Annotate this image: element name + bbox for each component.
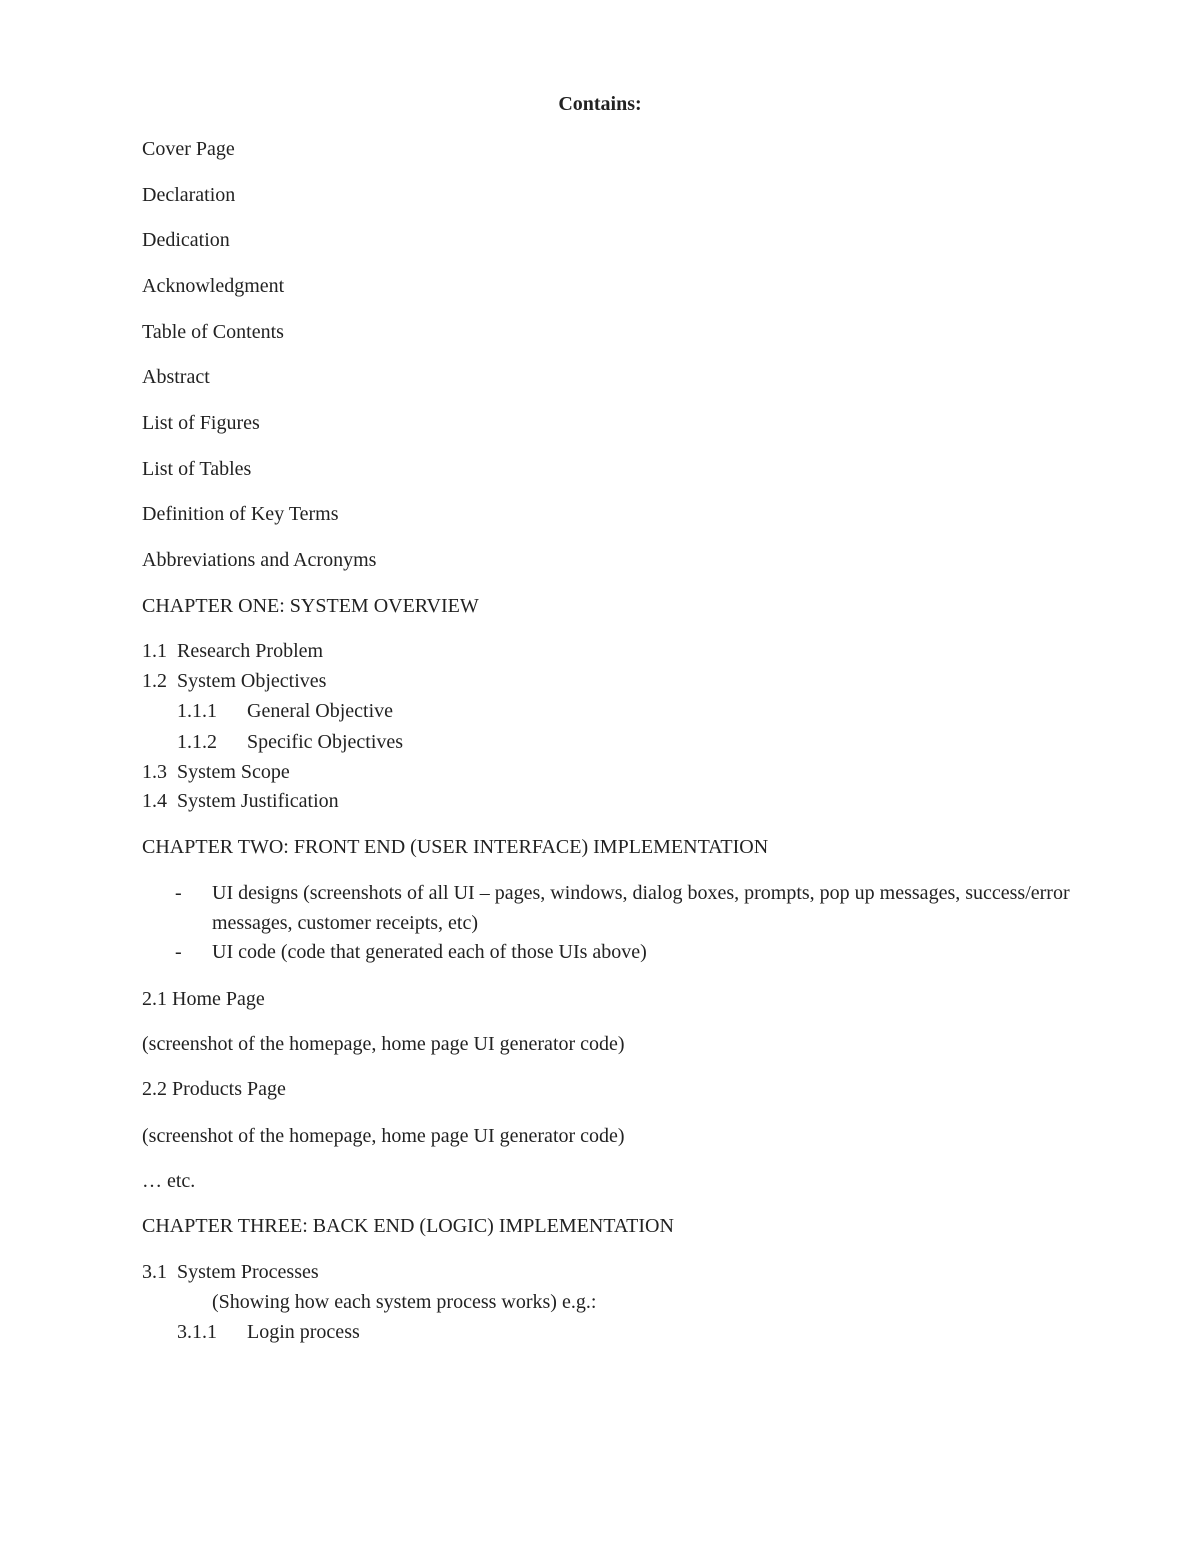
front-matter-item: Dedication xyxy=(142,229,230,251)
chapter-one-heading: CHAPTER ONE: SYSTEM OVERVIEW xyxy=(142,595,479,617)
chapter-three-heading: CHAPTER THREE: BACK END (LOGIC) IMPLEMENTATION xyxy=(142,1215,674,1237)
section-heading: 2.2 Products Page xyxy=(142,1078,286,1100)
front-matter-item: Abbreviations and Acronyms xyxy=(142,549,377,571)
document-title: Contains: xyxy=(558,93,642,115)
section-title: System Scope xyxy=(177,761,290,783)
chapter-two-heading: CHAPTER TWO: FRONT END (USER INTERFACE) IMPLEMENTATION xyxy=(142,836,769,858)
section-number: 1.4 xyxy=(142,790,167,812)
section-title: System Justification xyxy=(177,790,339,812)
subsection-title: Login process xyxy=(247,1321,360,1343)
section-number: 1.3 xyxy=(142,761,167,783)
subsection-title: Specific Objectives xyxy=(247,731,404,753)
subsection-title: General Objective xyxy=(247,700,394,722)
front-matter-item: Abstract xyxy=(142,366,210,388)
bullet-text: UI designs (screenshots of all UI – pages, windows, dialog boxes, prompts, pop up messages, success/error messages, customer receipts, etc) xyxy=(212,882,1070,934)
section-title: System Processes xyxy=(177,1261,319,1283)
front-matter-item: Declaration xyxy=(142,184,236,206)
section-note: (screenshot of the homepage, home page UI generator code) xyxy=(142,1033,625,1055)
section-heading: 2.1 Home Page xyxy=(142,988,265,1010)
front-matter-item: List of Tables xyxy=(142,458,252,480)
bullet-marker: - xyxy=(175,882,182,904)
section-number: 3.1 xyxy=(142,1261,167,1283)
section-title: Research Problem xyxy=(177,640,324,662)
section-note: (Showing how each system process works) e.g.: xyxy=(212,1291,597,1313)
front-matter-item: List of Figures xyxy=(142,412,260,434)
etc-text: … etc. xyxy=(142,1170,196,1192)
front-matter-item: Table of Contents xyxy=(142,321,284,343)
bullet-marker: - xyxy=(175,941,182,963)
front-matter-item: Definition of Key Terms xyxy=(142,503,339,525)
section-number: 1.1 xyxy=(142,640,167,662)
section-title: System Objectives xyxy=(177,670,327,692)
subsection-number: 1.1.2 xyxy=(177,731,217,753)
subsection-number: 1.1.1 xyxy=(177,700,217,722)
section-note: (screenshot of the homepage, home page UI generator code) xyxy=(142,1125,625,1147)
section-number: 1.2 xyxy=(142,670,167,692)
bullet-text: UI code (code that generated each of those UIs above) xyxy=(212,941,647,963)
front-matter-item: Acknowledgment xyxy=(142,275,285,297)
front-matter-item: Cover Page xyxy=(142,138,235,160)
subsection-number: 3.1.1 xyxy=(177,1321,217,1343)
